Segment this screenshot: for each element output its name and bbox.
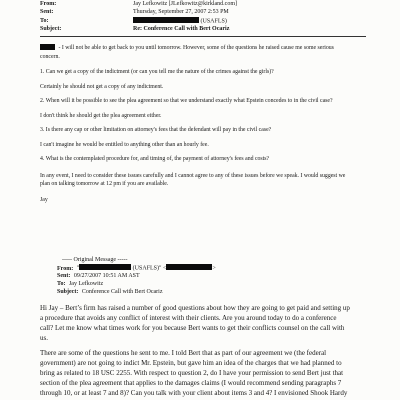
message-paragraph-2-line: government) are not going to indict Mr. Epstein, but gave him an idea of the charges that we had planned to	[40, 359, 342, 367]
original-from-open-quote: "	[76, 265, 80, 272]
original-subject-row	[57, 288, 162, 296]
header-subject-row	[40, 25, 370, 33]
header-from-row	[40, 0, 370, 8]
header-from-label: From:	[40, 1, 57, 7]
reply-signature: Jay	[40, 197, 48, 203]
redaction-box	[76, 264, 131, 272]
header-sent-row	[40, 8, 370, 16]
original-from-name-suffix: (USAFLS)" <	[132, 265, 167, 272]
reply-answer-2: I don't think he should get the plea agreement either.	[40, 112, 162, 119]
original-from-close: >	[212, 265, 216, 272]
header-to-label: To:	[40, 17, 49, 24]
original-sent-row	[57, 272, 140, 280]
message-paragraph-2-line: There are some of the questions he sent to me. I told Bert that as part of our agreement we (the federal	[40, 349, 327, 357]
reply-question-3: 3. Is there any cap or other limitation on attorney's fees that the defendant will pay in the civil case?	[40, 127, 272, 133]
original-sent-value: 09/27/2007 10:51 AM AST	[73, 273, 140, 279]
original-sent-label: Sent:	[57, 273, 71, 279]
reply-answer-1: Certainly he should not get a copy of any indictment.	[40, 83, 164, 90]
original-message-separator: ----- Original Message -----	[62, 257, 128, 263]
reply-closing-line: plan on talking tomorrow at 12 pm if you are available.	[40, 181, 169, 187]
reply-question-1: 1. Can we get a copy of the indictment (or can you tell me the nature of the crimes against the girls)?	[40, 69, 274, 75]
original-from-label: From:	[57, 265, 74, 272]
message-paragraph-1-line: a procedure that avoids any conflict of interest with their clients. Are you around today to do a conference	[40, 314, 337, 322]
header-to-text: (USAFLS)	[200, 18, 227, 24]
original-to-value: Jay Lefkowitz	[68, 281, 104, 287]
reply-question-2: 2. When will it be possible to see the plea agreement so that we understand exactly what Epstein concedes to in the civil case?	[40, 98, 333, 104]
message-paragraph-1-line: Hi Jay – Bert’s firm has raised a number of good questions about how they are going to get paid and setting up	[40, 304, 350, 312]
reply-intro-text: - I will not be able to get back to you until tomorrow. However, some of the questions he raised cause me some serious	[58, 45, 334, 51]
header-subject-label: Subject:	[40, 26, 62, 32]
header-sent-value: Thursday, September 27, 2007 2:53 PM	[133, 9, 229, 15]
message-paragraph-1-line: us.	[40, 334, 48, 342]
redaction-box	[133, 17, 199, 23]
header-subject-value: Re: Conference Call with Bert Ocariz	[133, 26, 230, 32]
redaction-box	[40, 44, 55, 50]
header-divider	[40, 36, 366, 37]
original-subject-value: Conference Call with Bert Ocariz	[81, 289, 163, 295]
header-from-value: Jay Lefkowitz [JLefkowitz@kirkland.com]	[133, 1, 237, 7]
header-to-value	[133, 17, 227, 26]
reply-intro-line: concern.	[40, 53, 60, 60]
reply-intro-line	[40, 44, 334, 52]
reply-answer-3: I can't imagine he would be entitled to anything other than an hourly fee.	[40, 141, 209, 148]
header-sent-label: Sent:	[40, 9, 54, 15]
header-to-row	[40, 17, 370, 25]
message-paragraph-1-line: call? Let me know what times work for you because Bert wants to get their conflicts counsel on the call with	[40, 324, 345, 332]
reply-closing-line: In any event, I need to consider these issues carefully and I cannot agree to any of these issues before we speak. I would suggest we	[40, 172, 346, 179]
original-to-label: To:	[57, 281, 66, 287]
reply-question-4: 4. What is the contemplated procedure for, and timing of, the payment of attorney's fees and costs?	[40, 156, 270, 162]
message-paragraph-2-line: bring as related to 18 USC 2255. With respect to question 2, do I have your permission to send Bert just that	[40, 369, 344, 377]
message-paragraph-2-line: section of the plea agreement that applies to the damages claims (I would recommend sending paragraphs 7	[40, 379, 342, 387]
message-paragraph-2-line: through 10, or at least 7 and 8)? Can you talk with your client about items 3 and 4? I envisioned Shook Hardy	[40, 389, 348, 397]
redaction-box	[166, 264, 212, 270]
original-to-row	[57, 280, 103, 288]
original-subject-label: Subject:	[57, 289, 79, 295]
